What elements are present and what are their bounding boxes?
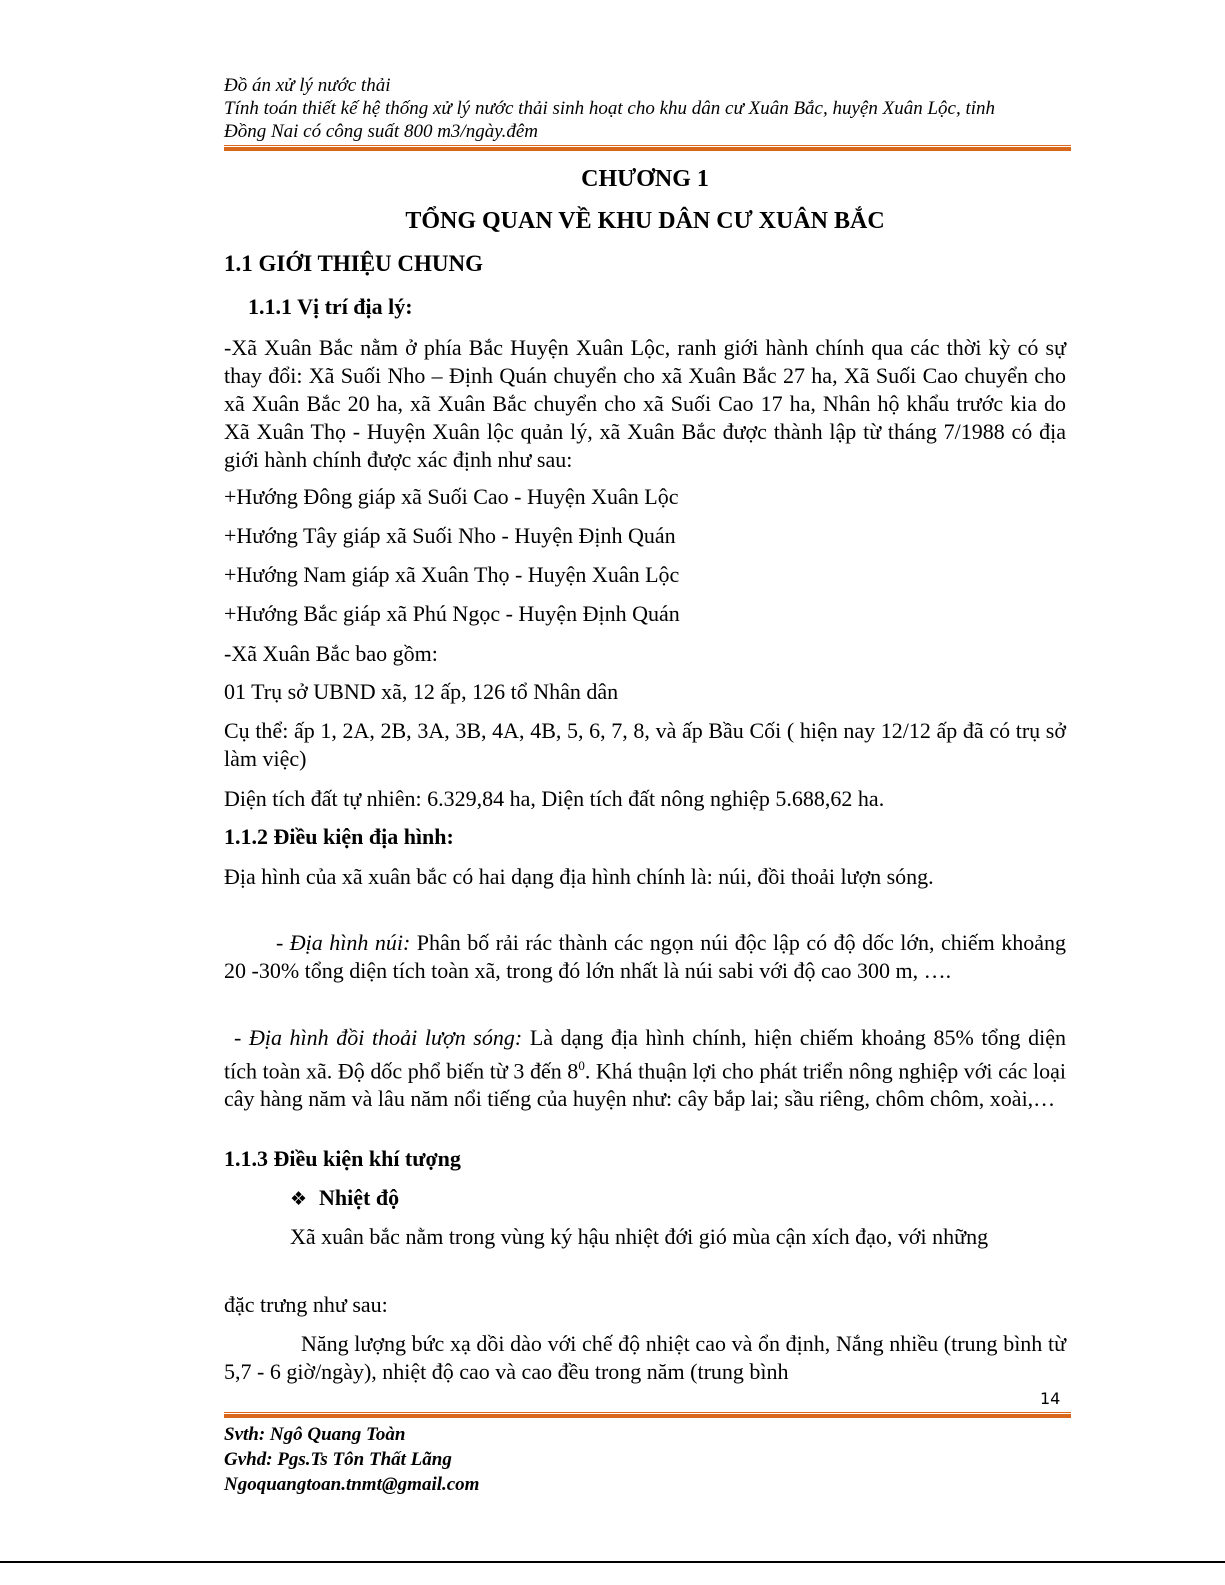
location-paragraph: -Xã Xuân Bắc nằm ở phía Bắc Huyện Xuân Lộc, ranh giới hành chính qua các thời kỳ có sự thay đổi: Xã Suối Nho – Định Quán chuyển cho xã Xuân Bắc 27 ha, Xã Suối Cao chuyển cho xã Xuân Bắc 20 ha, xã Xuân Bắc chuyển cho xã Suối Cao 17 ha, Nhân hộ khẩu trước kia do Xã Xuân Thọ - Huyện Xuân lộc quản lý, xã Xuân Bắc được thành lập từ tháng 7/1988 có địa giới hành chính được xác định như sau: (224, 335, 1066, 472)
terrain-intro: Địa hình của xã xuân bắc có hai dạng địa hình chính là: núi, đồi thoải lượn sóng. (224, 864, 934, 889)
chapter-title: TỔNG QUAN VỀ KHU DÂN CƯ XUÂN BẮC (405, 208, 885, 234)
includes-value: 01 Trụ sở UBND xã, 12 ấp, 126 tổ Nhân dân (224, 679, 619, 704)
header-line-1: Đồ án xử lý nước thải (224, 75, 391, 96)
border-west: +Hướng Tây giáp xã Suối Nho - Huyện Định Quán (224, 523, 676, 548)
header-rule (224, 145, 1071, 151)
page-footer (224, 1422, 479, 1497)
degree-superscript: 0 (578, 1058, 585, 1073)
footer-student: Svth: Ngô Quang Toàn (224, 1424, 406, 1445)
page-header (224, 74, 1074, 143)
climate-paragraph-3: Năng lượng bức xạ dồi dào với chế độ nhiệt cao và ổn định, Nắng nhiều (trung bình từ 5,7 - 6 giờ/ngày), nhiệt độ cao và cao đều trong năm (trung bình (224, 1331, 1066, 1384)
terrain-hill-label: - Địa hình đồi thoải lượn sóng: (234, 1025, 523, 1050)
footer-rule (224, 1412, 1071, 1418)
chapter-number: CHƯƠNG 1 (581, 166, 709, 192)
hamlet-detail: Cụ thể: ấp 1, 2A, 2B, 3A, 3B, 4A, 4B, 5, 6, 7, 8, và ấp Bầu Cối ( hiện nay 12/12 ấp đã có trụ sở làm việc) (224, 718, 1066, 771)
border-north: +Hướng Bắc giáp xã Phú Ngọc - Huyện Định Quán (224, 601, 680, 626)
terrain-mountain (224, 929, 1066, 985)
footer-email: Ngoquangtoan.tnmt@gmail.com (224, 1474, 480, 1495)
terrain-hill-text-1: Là dạng địa hình chính, hiện chiếm khoảng 85% tổng diện tích toàn xã. Độ dốc phổ biến từ 3 đến 8 (224, 1025, 1067, 1084)
climate-paragraph-1: Xã xuân bắc nằm trong vùng ký hậu nhiệt đới gió mùa cận xích đạo, với những (290, 1224, 989, 1249)
section-heading-1-1: 1.1 GIỚI THIỆU CHUNG (224, 251, 484, 276)
page-bottom-line (0, 1561, 1225, 1563)
terrain-mountain-text: Phân bố rải rác thành các ngọn núi độc lập có độ dốc lớn, chiếm khoảng 20 -30% tổng diện tích toàn xã, trong đó lớn nhất là núi sabi với độ cao 300 m, …. (224, 930, 1066, 983)
temperature-heading (290, 1184, 690, 1213)
subsection-heading-1-1-2: 1.1.2 Điều kiện địa hình: (224, 824, 454, 849)
temperature-heading-text: Nhiệt độ (319, 1185, 400, 1210)
subsection-heading-1-1-3: 1.1.3 Điều kiện khí tượng (224, 1146, 461, 1171)
terrain-hill-text-2: . Khá thuận lợi cho phát triển nông nghiệp với các loại cây hàng năm và lâu năm nổi tiếng của huyện như: cây bắp lai; sầu riêng, chôm chôm, xoài,… (224, 1058, 1066, 1112)
terrain-mountain-label: - Địa hình núi: (276, 930, 411, 955)
header-line-2: Tính toán thiết kế hệ thống xử lý nước thải sinh hoạt cho khu dân cư Xuân Bắc, huyện Xuân Lộc, tỉnh (224, 98, 996, 119)
area-text: Diện tích đất tự nhiên: 6.329,84 ha, Diện tích đất nông nghiệp 5.688,62 ha. (224, 786, 885, 811)
diamond-bullet-icon: ❖ (290, 1188, 308, 1210)
climate-paragraph-2: đặc trưng như sau: (224, 1292, 388, 1317)
page-number: 14 (1040, 1389, 1061, 1408)
includes-label: -Xã Xuân Bắc bao gồm: (224, 641, 438, 666)
header-line-3: Đồng Nai có công suất 800 m3/ngày.đêm (224, 121, 539, 142)
terrain-hill (224, 1024, 1066, 1113)
border-east: +Hướng Đông giáp xã Suối Cao - Huyện Xuân Lộc (224, 484, 679, 509)
border-south: +Hướng Nam giáp xã Xuân Thọ - Huyện Xuân Lộc (224, 562, 680, 587)
footer-advisor: Gvhd: Pgs.Ts Tôn Thất Lãng (224, 1449, 452, 1470)
subsection-heading-1-1-1: 1.1.1 Vị trí địa lý: (248, 294, 413, 319)
